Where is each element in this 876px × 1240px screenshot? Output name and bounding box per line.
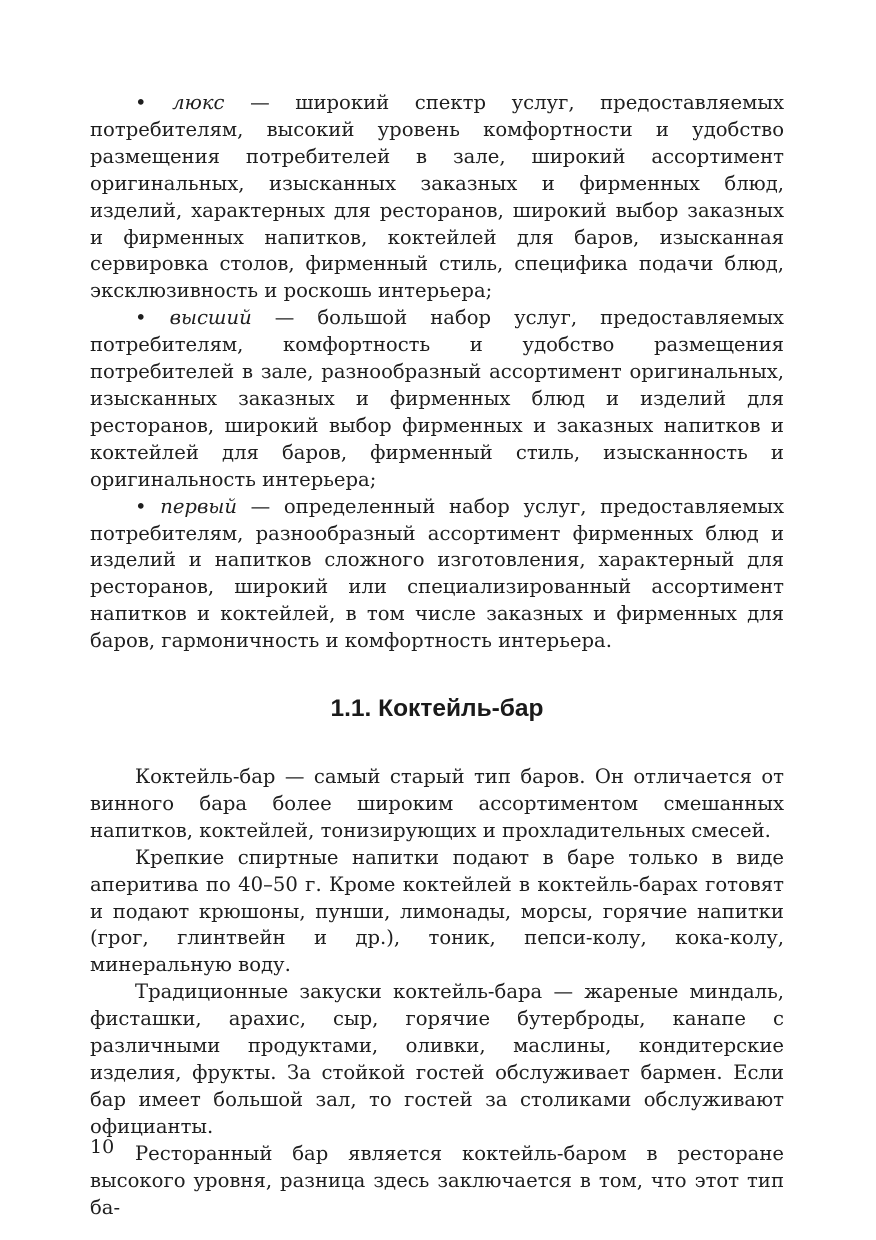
bullet-term: высший <box>169 306 252 330</box>
section-heading: 1.1. Коктейль-бар <box>330 695 544 723</box>
bullet-text: — широкий спектр услуг, предоставляемых потребителям, высокий уровень комфортности и удобство размещения потребителей в зале, широкий ассортимент оригинальных, изысканных заказных и фирменных блюд, изделий, характерных для ресторанов, широкий выбор заказных и фирменных напитков, коктейлей для баров, изысканная сервировка столов, фирменный стиль, специфика подачи блюд, эксклюзивность и роскошь интерьера; <box>90 91 784 303</box>
page-body <box>90 90 784 1221</box>
bullet-term: первый <box>160 494 237 518</box>
bullet-term: люкс <box>172 91 225 114</box>
body-paragraph: Ресторанный бар является коктейль-баром в ресторане высокого уровня, разница здесь заключается в том, что этот тип ба- <box>90 1141 784 1219</box>
bullet-marker: • <box>135 91 147 114</box>
bullet-marker: • <box>135 494 147 518</box>
page-number: 10 <box>90 1136 115 1158</box>
bullet-text: — большой набор услуг, предоставляемых потребителям, комфортность и удобство размещения потребителей в зале, разнообразный ассортимент оригинальных, изысканных заказных и фирменных блюд и изделий для ресторанов, широкий выбор фирменных и заказных напитков и коктейлей для баров, фирменный стиль, изысканность и оригинальность интерьера; <box>90 306 784 491</box>
body-paragraph: Коктейль-бар — самый старый тип баров. Он отличается от винного бара более широким ассортиментом смешанных напитков, коктейлей, тонизирующих и прохладительных смесей. <box>90 765 784 842</box>
body-paragraph: Крепкие спиртные напитки подают в баре только в виде аперитива по 40–50 г. Кроме коктейлей в коктейль-барах готовят и подают крюшоны, пунши, лимонады, морсы, горячие напитки (грог, глинтвейн и др.), тоник, пепси-колу, кока-колу, минеральную воду. <box>90 845 784 977</box>
bullet-text: — определенный набор услуг, предоставляемых потребителям, разнообразный ассортимент фирменных блюд и изделий и напитков сложного изготовления, характерный для ресторанов, широкий или специализированный ассортимент напитков и коктейлей, в том числе заказных и фирменных для баров, гармоничность и комфортность интерьера. <box>90 494 784 653</box>
bullet-item-first <box>90 494 784 655</box>
bullet-item-lux <box>90 90 784 305</box>
bullet-item-highest <box>90 305 784 493</box>
body-paragraph: Традиционные закуски коктейль-бара — жареные миндаль, фисташки, арахис, сыр, горячие бутерброды, канапе с различными продуктами, оливки, маслины, кондитерские изделия, фрукты. За стойкой гостей обслуживает бармен. Если бар имеет большой зал, то гостей за столиками обслуживают официанты. <box>90 980 784 1138</box>
bullet-marker: • <box>135 306 147 330</box>
